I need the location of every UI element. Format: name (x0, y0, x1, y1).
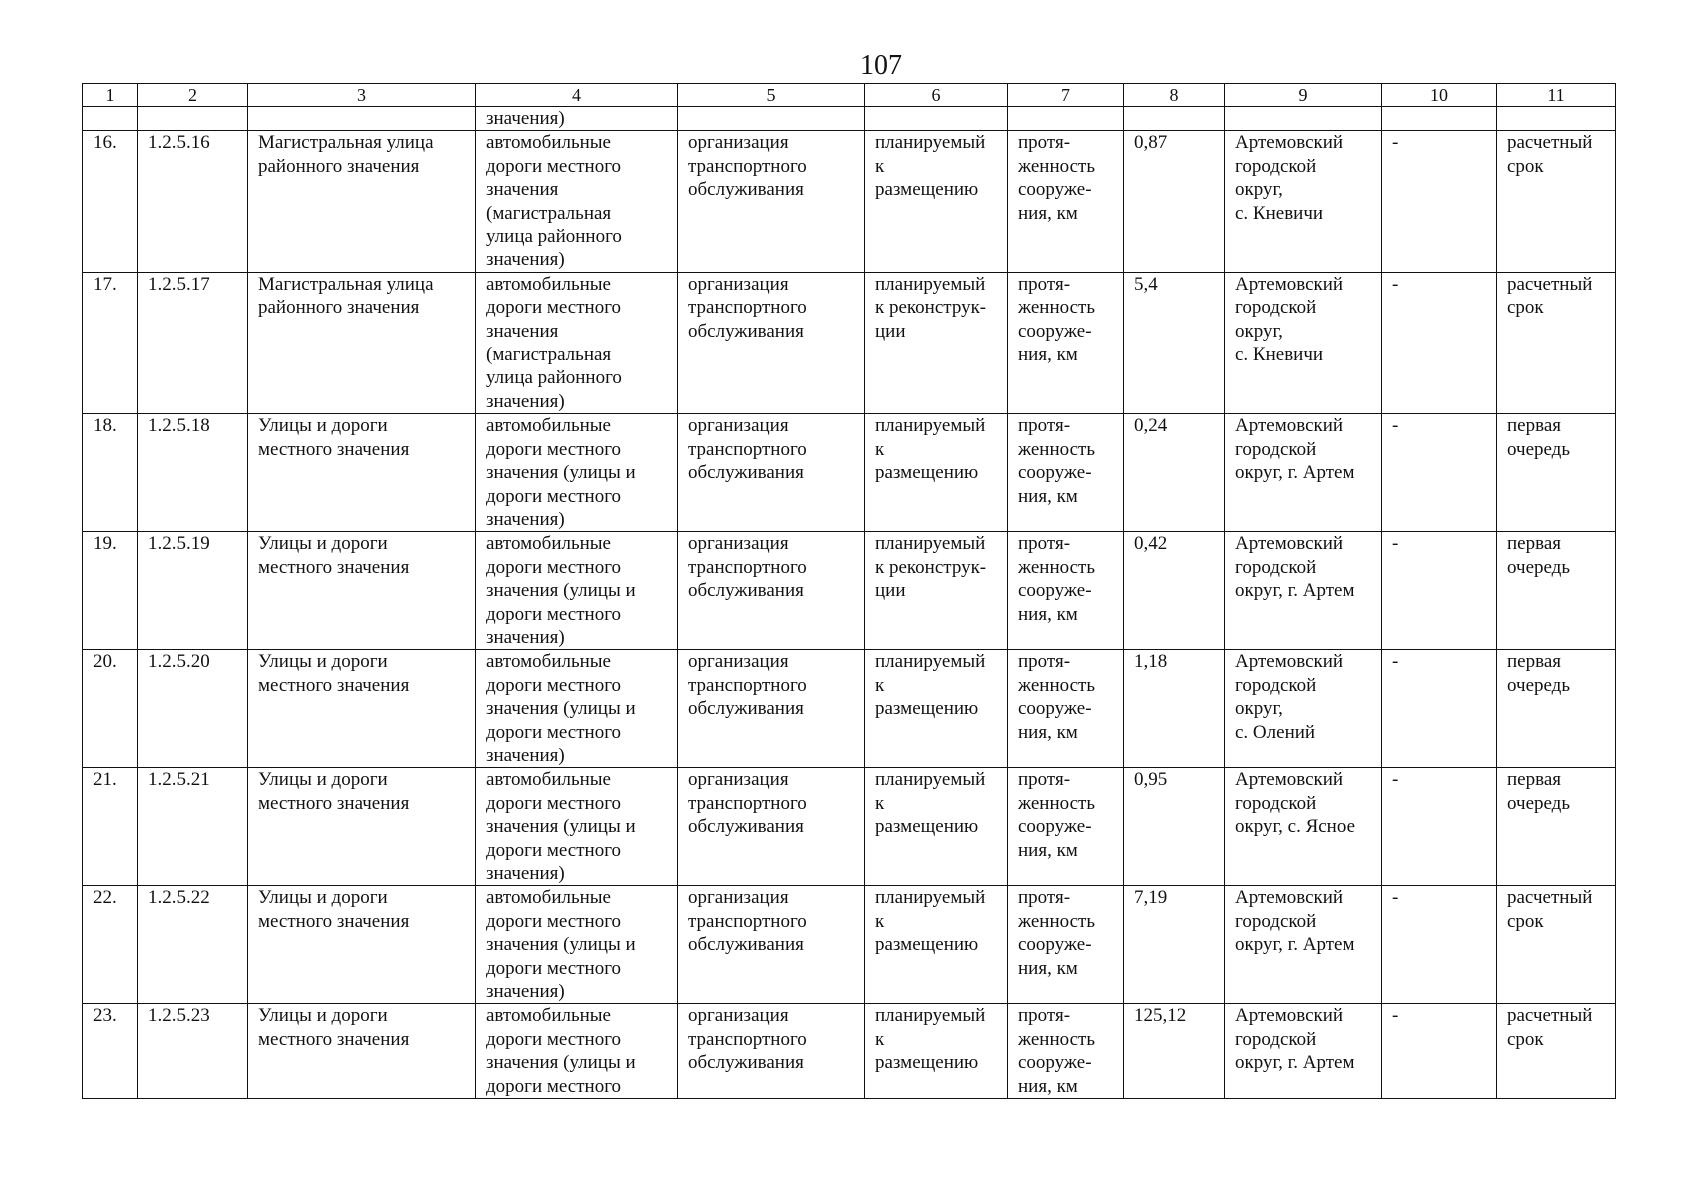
object-name: Улицы и дороги местного значения (248, 768, 476, 886)
object-value: 0,24 (1124, 414, 1225, 532)
column-number-row (83, 84, 1616, 107)
object-name: Улицы и дороги местного значения (248, 532, 476, 650)
column-number: 11 (1497, 84, 1616, 107)
table-cell (678, 107, 865, 131)
object-term: первая очередь (1497, 414, 1616, 532)
object-purpose: организация транспортного обслуживания (678, 414, 865, 532)
object-characteristic: протя- женность сооруже- ния, км (1008, 532, 1124, 650)
object-term: первая очередь (1497, 768, 1616, 886)
object-status: планируемый к размещению (865, 650, 1008, 768)
object-name: Улицы и дороги местного значения (248, 414, 476, 532)
object-value: 1,18 (1124, 650, 1225, 768)
row-number: 23. (83, 1004, 138, 1099)
column-number: 6 (865, 84, 1008, 107)
table-cell (83, 107, 138, 131)
object-characteristic: протя- женность сооруже- ния, км (1008, 131, 1124, 272)
object-term: расчетный срок (1497, 272, 1616, 413)
object-value: 0,95 (1124, 768, 1225, 886)
row-number: 21. (83, 768, 138, 886)
object-status: планируемый к размещению (865, 414, 1008, 532)
table-row (83, 1004, 1616, 1099)
object-name: Улицы и дороги местного значения (248, 1004, 476, 1099)
column-number: 8 (1124, 84, 1225, 107)
object-zone: - (1382, 1004, 1497, 1099)
column-number: 10 (1382, 84, 1497, 107)
table-cell (865, 107, 1008, 131)
object-term: расчетный срок (1497, 1004, 1616, 1099)
row-number: 16. (83, 131, 138, 272)
table-row (83, 414, 1616, 532)
object-characteristic: протя- женность сооруже- ния, км (1008, 414, 1124, 532)
object-term: первая очередь (1497, 532, 1616, 650)
table-cell (1225, 107, 1382, 131)
object-status: планируемый к размещению (865, 1004, 1008, 1099)
object-zone: - (1382, 414, 1497, 532)
object-term: расчетный срок (1497, 131, 1616, 272)
column-number: 4 (476, 84, 678, 107)
object-zone: - (1382, 650, 1497, 768)
object-code: 1.2.5.22 (138, 886, 248, 1004)
object-term: расчетный срок (1497, 886, 1616, 1004)
object-type: автомобильные дороги местного значения (улицы и дороги местного значения) (476, 886, 678, 1004)
page-number: 107 (860, 50, 902, 81)
column-number: 7 (1008, 84, 1124, 107)
object-characteristic: протя- женность сооруже- ния, км (1008, 886, 1124, 1004)
object-location: Артемовский городской округ, с. Ясное (1225, 768, 1382, 886)
object-location: Артемовский городской округ, г. Артем (1225, 886, 1382, 1004)
table-row (83, 886, 1616, 1004)
object-value: 0,87 (1124, 131, 1225, 272)
object-value: 0,42 (1124, 532, 1225, 650)
column-number: 1 (83, 84, 138, 107)
object-purpose: организация транспортного обслуживания (678, 650, 865, 768)
table-cell (1124, 107, 1225, 131)
object-characteristic: протя- женность сооруже- ния, км (1008, 1004, 1124, 1099)
row-number: 17. (83, 272, 138, 413)
object-code: 1.2.5.21 (138, 768, 248, 886)
row-number: 18. (83, 414, 138, 532)
object-code: 1.2.5.18 (138, 414, 248, 532)
object-name: Улицы и дороги местного значения (248, 650, 476, 768)
object-status: планируемый к реконструк- ции (865, 272, 1008, 413)
object-type: автомобильные дороги местного значения (магистральная улица районного значения) (476, 272, 678, 413)
object-location: Артемовский городской округ, г. Артем (1225, 414, 1382, 532)
object-type: автомобильные дороги местного значения (улицы и дороги местного (476, 1004, 678, 1099)
table-row (83, 768, 1616, 886)
object-term: первая очередь (1497, 650, 1616, 768)
object-location: Артемовский городской округ, с. Олений (1225, 650, 1382, 768)
object-code: 1.2.5.23 (138, 1004, 248, 1099)
object-zone: - (1382, 768, 1497, 886)
object-purpose: организация транспортного обслуживания (678, 1004, 865, 1099)
object-code: 1.2.5.17 (138, 272, 248, 413)
table-cell: значения) (476, 107, 678, 131)
object-status: планируемый к реконструк- ции (865, 532, 1008, 650)
object-type: автомобильные дороги местного значения (улицы и дороги местного значения) (476, 650, 678, 768)
object-zone: - (1382, 131, 1497, 272)
object-status: планируемый к размещению (865, 131, 1008, 272)
column-number: 5 (678, 84, 865, 107)
table-row (83, 272, 1616, 413)
object-type: автомобильные дороги местного значения (улицы и дороги местного значения) (476, 768, 678, 886)
column-number: 2 (138, 84, 248, 107)
object-location: Артемовский городской округ, с. Кневичи (1225, 272, 1382, 413)
object-zone: - (1382, 532, 1497, 650)
object-location: Артемовский городской округ, с. Кневичи (1225, 131, 1382, 272)
object-value: 125,12 (1124, 1004, 1225, 1099)
object-name: Улицы и дороги местного значения (248, 886, 476, 1004)
object-value: 5,4 (1124, 272, 1225, 413)
column-number: 9 (1225, 84, 1382, 107)
object-name: Магистральная улица районного значения (248, 272, 476, 413)
object-purpose: организация транспортного обслуживания (678, 532, 865, 650)
object-purpose: организация транспортного обслуживания (678, 768, 865, 886)
object-zone: - (1382, 272, 1497, 413)
object-characteristic: протя- женность сооруже- ния, км (1008, 272, 1124, 413)
object-location: Артемовский городской округ, г. Артем (1225, 1004, 1382, 1099)
object-name: Магистральная улица районного значения (248, 131, 476, 272)
object-characteristic: протя- женность сооруже- ния, км (1008, 650, 1124, 768)
table-cell (1382, 107, 1497, 131)
object-code: 1.2.5.19 (138, 532, 248, 650)
object-characteristic: протя- женность сооруже- ния, км (1008, 768, 1124, 886)
object-purpose: организация транспортного обслуживания (678, 272, 865, 413)
object-code: 1.2.5.20 (138, 650, 248, 768)
objects-table (82, 83, 1616, 1099)
object-status: планируемый к размещению (865, 768, 1008, 886)
continuation-row (83, 107, 1616, 131)
object-status: планируемый к размещению (865, 886, 1008, 1004)
object-location: Артемовский городской округ, г. Артем (1225, 532, 1382, 650)
row-number: 20. (83, 650, 138, 768)
table-row (83, 131, 1616, 272)
table-row (83, 532, 1616, 650)
object-type: автомобильные дороги местного значения (улицы и дороги местного значения) (476, 532, 678, 650)
row-number: 19. (83, 532, 138, 650)
table-cell (138, 107, 248, 131)
object-type: автомобильные дороги местного значения (улицы и дороги местного значения) (476, 414, 678, 532)
table-cell (1497, 107, 1616, 131)
object-purpose: организация транспортного обслуживания (678, 131, 865, 272)
object-code: 1.2.5.16 (138, 131, 248, 272)
object-type: автомобильные дороги местного значения (магистральная улица районного значения) (476, 131, 678, 272)
row-number: 22. (83, 886, 138, 1004)
column-number: 3 (248, 84, 476, 107)
object-value: 7,19 (1124, 886, 1225, 1004)
object-purpose: организация транспортного обслуживания (678, 886, 865, 1004)
table-cell (248, 107, 476, 131)
table-row (83, 650, 1616, 768)
object-zone: - (1382, 886, 1497, 1004)
table-cell (1008, 107, 1124, 131)
